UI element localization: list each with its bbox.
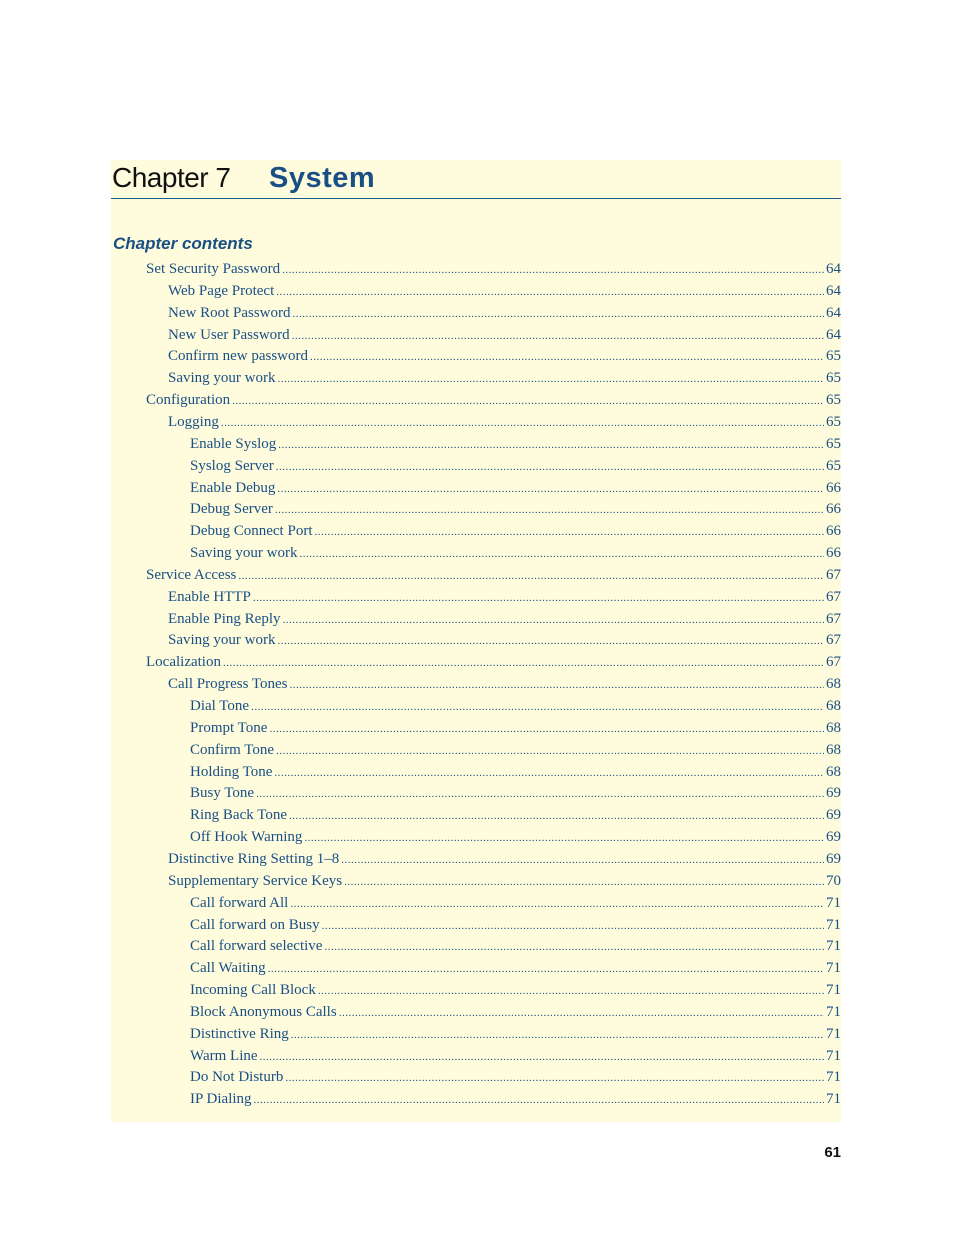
toc-entry-page: 64	[826, 282, 841, 299]
toc-entry[interactable]	[168, 280, 841, 302]
toc-entry[interactable]	[190, 804, 841, 826]
page-number: 61	[824, 1144, 841, 1161]
toc-entry-title: Call Waiting	[190, 960, 266, 977]
toc-entry-title: Warm Line	[190, 1047, 258, 1064]
toc-dot-leader	[251, 696, 824, 718]
toc-entry[interactable]	[190, 782, 841, 804]
toc-entry-page: 67	[826, 610, 841, 627]
toc-entry-title: Ring Back Tone	[190, 807, 287, 824]
toc-entry[interactable]	[190, 739, 841, 761]
toc-entry-title: Enable Debug	[190, 479, 276, 496]
toc-dot-leader	[318, 980, 824, 1002]
toc-dot-leader	[290, 674, 824, 696]
toc-entry-page: 69	[826, 829, 841, 846]
toc-entry-page: 64	[826, 326, 841, 343]
toc-entry[interactable]	[168, 345, 841, 367]
toc-dot-leader	[277, 478, 824, 500]
toc-entry-title: Web Page Protect	[168, 282, 275, 299]
toc-entry-title: Call forward selective	[190, 938, 323, 955]
toc-entry-page: 68	[826, 763, 841, 780]
toc-entry-title: Call Progress Tones	[168, 676, 288, 693]
toc-entry-page: 65	[826, 435, 841, 452]
toc-entry[interactable]	[146, 389, 841, 411]
toc-entry-page: 71	[826, 1003, 841, 1020]
toc-entry-page: 66	[826, 501, 841, 518]
toc-entry-page: 67	[826, 654, 841, 671]
toc-dot-leader	[238, 565, 824, 587]
toc-entry-page: 64	[826, 261, 841, 277]
toc-entry-page: 65	[826, 392, 841, 409]
toc-entry-title: Service Access	[146, 566, 237, 583]
toc-entry-title: Set Security Password	[146, 261, 281, 277]
toc-dot-leader	[290, 893, 824, 915]
toc-entry-title: Localization	[146, 654, 221, 671]
toc-entry[interactable]	[146, 258, 841, 280]
toc-entry-page: 66	[826, 479, 841, 496]
toc-entry-page: 71	[826, 1047, 841, 1064]
toc-entry-title: Distinctive Ring	[190, 1025, 289, 1042]
toc-entry-page: 71	[826, 960, 841, 977]
toc-entry-title: Do Not Disturb	[190, 1069, 284, 1086]
toc-entry-page: 70	[826, 872, 841, 889]
toc-dot-leader	[268, 958, 824, 980]
toc-entry[interactable]	[190, 717, 841, 739]
toc-entry-title: Call forward All	[190, 894, 289, 911]
toc-entry-page: 67	[826, 632, 841, 649]
toc-entry[interactable]	[190, 695, 841, 717]
toc-dot-leader	[300, 543, 825, 565]
toc-dot-leader	[341, 849, 824, 871]
toc-entry-page: 69	[826, 807, 841, 824]
toc-dot-leader	[314, 521, 824, 543]
toc-dot-leader	[339, 1002, 824, 1024]
toc-entry[interactable]	[168, 302, 841, 324]
toc-entry[interactable]	[190, 520, 841, 542]
toc-dot-leader	[289, 805, 824, 827]
toc-dot-leader	[324, 936, 824, 958]
toc-entry-page: 67	[826, 588, 841, 605]
toc-entry-page: 71	[826, 982, 841, 999]
toc-entry-title: Debug Server	[190, 501, 273, 518]
toc-entry[interactable]	[190, 455, 841, 477]
toc-entry-title: Debug Connect Port	[190, 523, 313, 540]
toc-entry[interactable]	[190, 1088, 841, 1110]
toc-entry[interactable]	[190, 935, 841, 957]
toc-entry-page: 68	[826, 676, 841, 693]
toc-dot-leader	[253, 587, 824, 609]
toc-entry[interactable]	[146, 564, 841, 586]
toc-entry[interactable]	[190, 1045, 841, 1067]
toc-entry-page: 65	[826, 348, 841, 365]
toc-entry[interactable]	[168, 608, 841, 630]
toc-dot-leader	[322, 915, 824, 937]
toc-entry-title: Busy Tone	[190, 785, 255, 802]
toc-entry-title: Configuration	[146, 392, 231, 409]
toc-dot-leader	[276, 740, 824, 762]
toc-entry-page: 71	[826, 1069, 841, 1086]
toc-entry[interactable]	[168, 629, 841, 651]
toc-entry[interactable]	[190, 498, 841, 520]
toc-entry-title: Saving your work	[168, 632, 276, 649]
toc-entry-page: 65	[826, 457, 841, 474]
toc-entry[interactable]	[190, 826, 841, 848]
toc-entry[interactable]	[190, 914, 841, 936]
toc-entry-title: Supplementary Service Keys	[168, 872, 343, 889]
toc-dot-leader	[260, 1046, 824, 1068]
toc-entry[interactable]	[168, 586, 841, 608]
toc-dot-leader	[254, 1089, 824, 1111]
toc-entry-page: 71	[826, 894, 841, 911]
toc-entry-title: Syslog Server	[190, 457, 274, 474]
toc-entry-page: 68	[826, 741, 841, 758]
toc-entry-page: 65	[826, 413, 841, 430]
toc-entry-page: 71	[826, 916, 841, 933]
chapter-title: System	[269, 162, 376, 194]
toc-entry[interactable]	[168, 411, 841, 433]
toc-entry[interactable]	[168, 673, 841, 695]
toc-entry-page: 66	[826, 523, 841, 540]
toc-entry-title: Saving your work	[190, 545, 298, 562]
toc-entry[interactable]	[168, 848, 841, 870]
toc-entry[interactable]	[146, 651, 841, 673]
toc-dot-leader	[221, 412, 824, 434]
toc-dot-leader	[278, 434, 824, 456]
toc-entry-title: Enable HTTP	[168, 588, 251, 605]
toc-dot-leader	[278, 368, 825, 390]
toc-entry-title: Off Hook Warning	[190, 829, 303, 846]
toc-dot-leader	[276, 456, 824, 478]
toc-dot-leader	[223, 652, 824, 674]
toc-entry-title: Block Anonymous Calls	[190, 1003, 337, 1020]
toc-entry-page: 66	[826, 545, 841, 562]
toc-dot-leader	[344, 871, 824, 893]
toc-dot-leader	[283, 609, 825, 631]
toc-entry-title: Enable Syslog	[190, 435, 277, 452]
toc-entry-title: Prompt Tone	[190, 719, 268, 736]
toc-dot-leader	[282, 259, 824, 281]
chapter-contents-heading: Chapter contents	[113, 234, 253, 253]
chapter-header	[111, 160, 841, 199]
toc-entry-title: Confirm new password	[168, 348, 308, 365]
toc-dot-leader	[293, 303, 825, 325]
toc-entry-title: Call forward on Busy	[190, 916, 320, 933]
toc-entry[interactable]	[190, 477, 841, 499]
toc-entry-title: Incoming Call Block	[190, 982, 316, 999]
toc-entry[interactable]	[190, 433, 841, 455]
toc-dot-leader	[310, 346, 824, 368]
toc-dot-leader	[292, 325, 824, 347]
toc-dot-leader	[274, 762, 824, 784]
toc-dot-leader	[232, 390, 824, 412]
toc-entry-title: Logging	[168, 413, 219, 430]
toc-entry[interactable]	[168, 870, 841, 892]
toc-entry-page: 65	[826, 370, 841, 387]
toc-entry-page: 67	[826, 566, 841, 583]
toc-entry-title: New User Password	[168, 326, 290, 343]
chapter-label: Chapter 7	[112, 162, 231, 193]
toc-entry[interactable]	[190, 1066, 841, 1088]
toc-dot-leader	[278, 630, 825, 652]
toc-dot-leader	[269, 718, 824, 740]
toc-entry-page: 64	[826, 304, 841, 321]
toc-entry[interactable]	[190, 957, 841, 979]
toc-dot-leader	[285, 1067, 824, 1089]
toc-entry[interactable]	[190, 1023, 841, 1045]
toc-entry-page: 68	[826, 698, 841, 714]
toc-dot-leader	[304, 827, 824, 849]
toc-entry-page: 68	[826, 719, 841, 736]
toc-entry[interactable]	[168, 324, 841, 346]
toc-dot-leader	[275, 499, 824, 521]
toc-entry-title: New Root Password	[168, 304, 291, 321]
toc-entry-title: Distinctive Ring Setting 1–8	[168, 850, 340, 867]
toc-entry[interactable]	[190, 761, 841, 783]
toc-entry[interactable]	[190, 892, 841, 914]
toc-entry[interactable]	[168, 367, 841, 389]
toc-entry-page: 71	[826, 1025, 841, 1042]
toc-entry-title: Enable Ping Reply	[168, 610, 281, 627]
toc-entry[interactable]	[190, 1001, 841, 1023]
toc-entry-page: 69	[826, 785, 841, 802]
toc-entry-title: IP Dialing	[190, 1091, 252, 1108]
toc-entry[interactable]	[190, 542, 841, 564]
toc-entry[interactable]	[190, 979, 841, 1001]
toc-entry-title: Confirm Tone	[190, 741, 275, 758]
toc-entry-title: Saving your work	[168, 370, 276, 387]
toc-dot-leader	[256, 783, 824, 805]
toc-entry-page: 69	[826, 850, 841, 867]
toc-dot-leader	[276, 281, 824, 303]
toc-entry-page: 71	[826, 1091, 841, 1108]
toc-entry-title: Dial Tone	[190, 698, 250, 714]
toc-dot-leader	[291, 1024, 824, 1046]
toc-entry-page: 71	[826, 938, 841, 955]
toc-entry-title: Holding Tone	[190, 763, 273, 780]
